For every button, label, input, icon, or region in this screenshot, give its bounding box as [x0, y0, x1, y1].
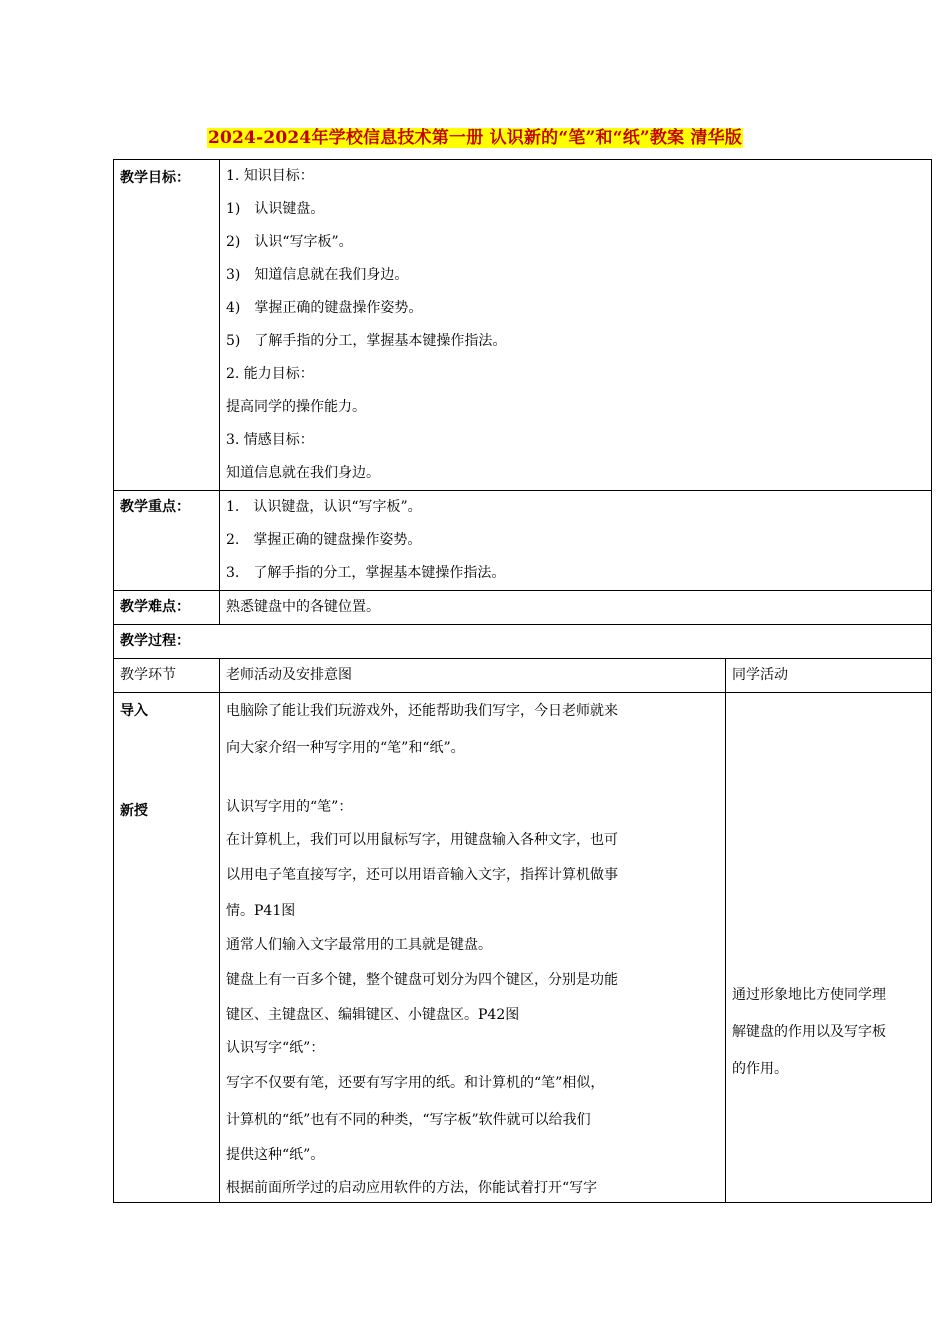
teacher-line: 在计算机上，我们可以用鼠标写字，用键盘输入各种文字，也可	[226, 832, 618, 848]
header-student: 同学活动	[726, 659, 932, 693]
key-points-row	[114, 491, 932, 591]
teacher-line: 电脑除了能让我们玩游戏外，还能帮助我们写字，今日老师就来	[226, 703, 618, 719]
teacher-line: 提供这种“纸”。	[226, 1147, 325, 1163]
header-teacher: 老师活动及安排意图	[220, 659, 726, 693]
teacher-line: 根据前面所学过的启动应用软件的方法，你能试着打开“写字	[226, 1180, 598, 1196]
header-stage: 教学环节	[114, 659, 220, 693]
objective-line: 2) 认识“写字板”。	[226, 234, 353, 250]
teacher-line: 认识写字“纸”：	[226, 1040, 325, 1056]
stage-new: 新授	[120, 803, 148, 819]
difficulty-row	[114, 591, 932, 625]
stage-intro: 导入	[120, 703, 148, 719]
objective-line: 1. 知识目标：	[226, 168, 314, 184]
key-point-line: 3. 了解手指的分工，掌握基本键操作指法。	[226, 565, 506, 581]
objectives-row	[114, 160, 932, 491]
objective-line: 3. 情感目标：	[226, 432, 314, 448]
teacher-line: 写字不仅要有笔，还要有写字用的纸。和计算机的“笔”相似，	[226, 1075, 605, 1091]
objective-line: 3) 知道信息就在我们身边。	[226, 267, 409, 283]
student-line: 通过形象地比方使同学理	[732, 987, 886, 1003]
objective-line: 2. 能力目标：	[226, 366, 314, 382]
objective-line: 4) 掌握正确的键盘操作姿势。	[226, 300, 423, 316]
teacher-line: 认识写字用的“笔”：	[226, 799, 353, 815]
process-label: 教学过程：	[114, 625, 932, 659]
teacher-line: 通常人们输入文字最常用的工具就是键盘。	[226, 937, 492, 953]
key-points-label: 教学重点：	[114, 491, 220, 591]
objective-line: 5) 了解手指的分工，掌握基本键操作指法。	[226, 333, 507, 349]
teacher-line: 向大家介绍一种写字用的“笔”和“纸”。	[226, 740, 465, 756]
teacher-line: 以用电子笔直接写字，还可以用语音输入文字，指挥计算机做事	[226, 867, 618, 883]
objective-line: 知道信息就在我们身边。	[226, 465, 380, 481]
process-row	[114, 625, 932, 659]
key-point-line: 1. 认识键盘，认识“写字板”。	[226, 499, 422, 515]
objective-line: 1) 认识键盘。	[226, 201, 325, 217]
lesson-plan-table	[113, 159, 932, 1203]
key-point-line: 2. 掌握正确的键盘操作姿势。	[226, 532, 422, 548]
teacher-line-blank	[226, 767, 719, 791]
teacher-line: 键盘上有一百多个键，整个键盘可划分为四个键区，分别是功能	[226, 972, 618, 988]
teacher-activity-cell	[220, 693, 726, 1203]
teacher-line: 键区、主键盘区、编辑键区、小键盘区。P42图	[226, 1007, 520, 1023]
stage-cell	[114, 693, 220, 1203]
student-line: 解键盘的作用以及写字板	[732, 1024, 886, 1040]
process-body-row	[114, 693, 932, 1203]
teacher-line: 计算机的“纸”也有不同的种类，“写字板”软件就可以给我们	[226, 1112, 591, 1128]
student-line: 的作用。	[732, 1061, 788, 1077]
key-points-content	[220, 491, 932, 591]
document-title	[0, 123, 950, 148]
difficulty-label: 教学难点：	[114, 591, 220, 625]
objective-line: 提高同学的操作能力。	[226, 399, 366, 415]
objectives-label: 教学目标：	[114, 160, 220, 491]
process-header-row	[114, 659, 932, 693]
teacher-line: 情。P41图	[226, 903, 296, 919]
objectives-content	[220, 160, 932, 491]
difficulty-text: 熟悉键盘中的各键位置。	[220, 591, 932, 625]
title-text: 2024-2024年学校信息技术第一册 认识新的“笔”和“纸”教案 清华版	[207, 128, 743, 148]
student-activity-cell	[726, 693, 932, 1203]
